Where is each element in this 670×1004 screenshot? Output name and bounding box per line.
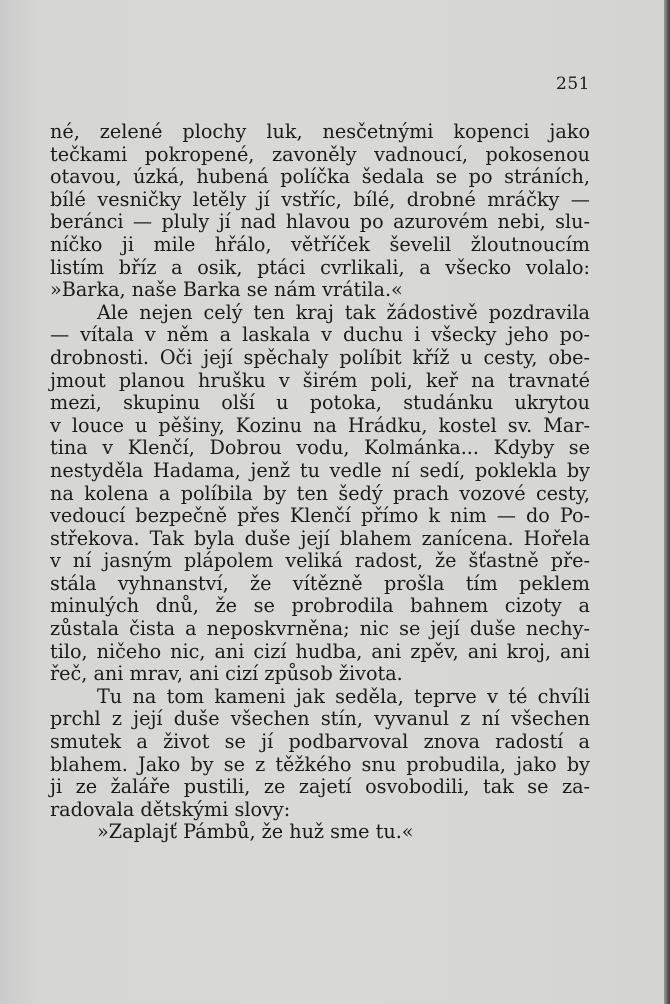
text-line: zůstala čista a neposkvrněna; nic se její duše nechy- (50, 617, 590, 641)
text-line: minulých dnů, že se probrodila bahnem cizoty a (50, 594, 590, 618)
text-line: drobnosti. Oči její spěchaly políbit kříž u cesty, obe- (50, 345, 590, 369)
text-line: střekova. Tak byla duše její blahem zanícena. Hořela (50, 526, 590, 550)
text-line: ji ze žaláře pustili, ze zajetí osvobodili, tak se za- (50, 775, 590, 799)
text-line: v ní jasným plápolem veliká radost, že šťastně pře- (50, 549, 590, 573)
text-line: Tu na tom kameni jak seděla, teprve v té chvíli (97, 684, 590, 708)
text-line: — vítala v něm a laskala v duchu i všecky jeho po- (50, 323, 590, 347)
body-text (50, 121, 590, 844)
text-line: stála vyhnanství, že vítězně prošla tím peklem (50, 571, 590, 595)
text-line: vedoucí bezpečně přes Klenčí přímo k nim — do Po- (50, 504, 590, 528)
text-line: tilo, ničeho nic, ani cizí hudba, ani zpěv, ani kroj, ani (50, 639, 590, 663)
text-line: né, zelené plochy luk, nesčetnými kopenci jako (50, 120, 590, 143)
text-line: prchl z její duše všechen stín, vyvanul z ní všechen (50, 707, 590, 731)
text-line: tina v Klenčí, Dobrou vodu, Kolmánka... Kdyby se (50, 436, 590, 460)
text-line: řeč, ani mrav, ani cizí způsob života. (50, 662, 403, 686)
page-edge-shadow (664, 0, 670, 1004)
text-line: jmout planou hrušku v širém poli, keř na travnaté (50, 368, 590, 392)
text-line: blahem. Jako by se z těžkého snu probudila, jako by (50, 752, 590, 776)
text-line: na kolena a políbila by ten šedý prach vozové cesty, (50, 481, 590, 505)
text-line: Ale nejen celý ten kraj tak žádostivě pozdravila (97, 300, 590, 324)
text-line: beránci — pluly jí nad hlavou po azurovém nebi, slu- (50, 210, 590, 234)
text-line: v louce u pěšiny, Kozinu na Hrádku, kostel sv. Mar- (50, 413, 590, 437)
text-line: otavou, úzká, hubená políčka šedala se po stráních, (50, 165, 590, 189)
text-line: tečkami pokropené, zavoněly vadnoucí, pokosenou (50, 142, 590, 166)
text-line: níčko ji mile hřálo, větříček ševelil žloutnoucím (50, 232, 590, 256)
text-line: mezi, skupinu olší u potoka, studánku ukrytou (50, 391, 590, 415)
text-line: smutek a život se jí podbarvoval znova radostí a (50, 730, 590, 754)
text-line: »Barka, naše Barka se nám vrátila.« (50, 278, 403, 302)
page-number: 251 (556, 74, 590, 94)
text-line: nestyděla Hadama, jenž tu vedle ní sedí, poklekla by (50, 458, 590, 482)
text-line: listím bříz a osik, ptáci cvrlikali, a všecko volalo: (50, 255, 590, 279)
text-line: radovala dětskými slovy: (50, 797, 291, 821)
text-line: bílé vesničky letěly jí vstříc, bílé, drobné mráčky — (50, 187, 590, 211)
text-line: »Zaplajť Pámbů, že huž sme tu.« (97, 820, 414, 844)
